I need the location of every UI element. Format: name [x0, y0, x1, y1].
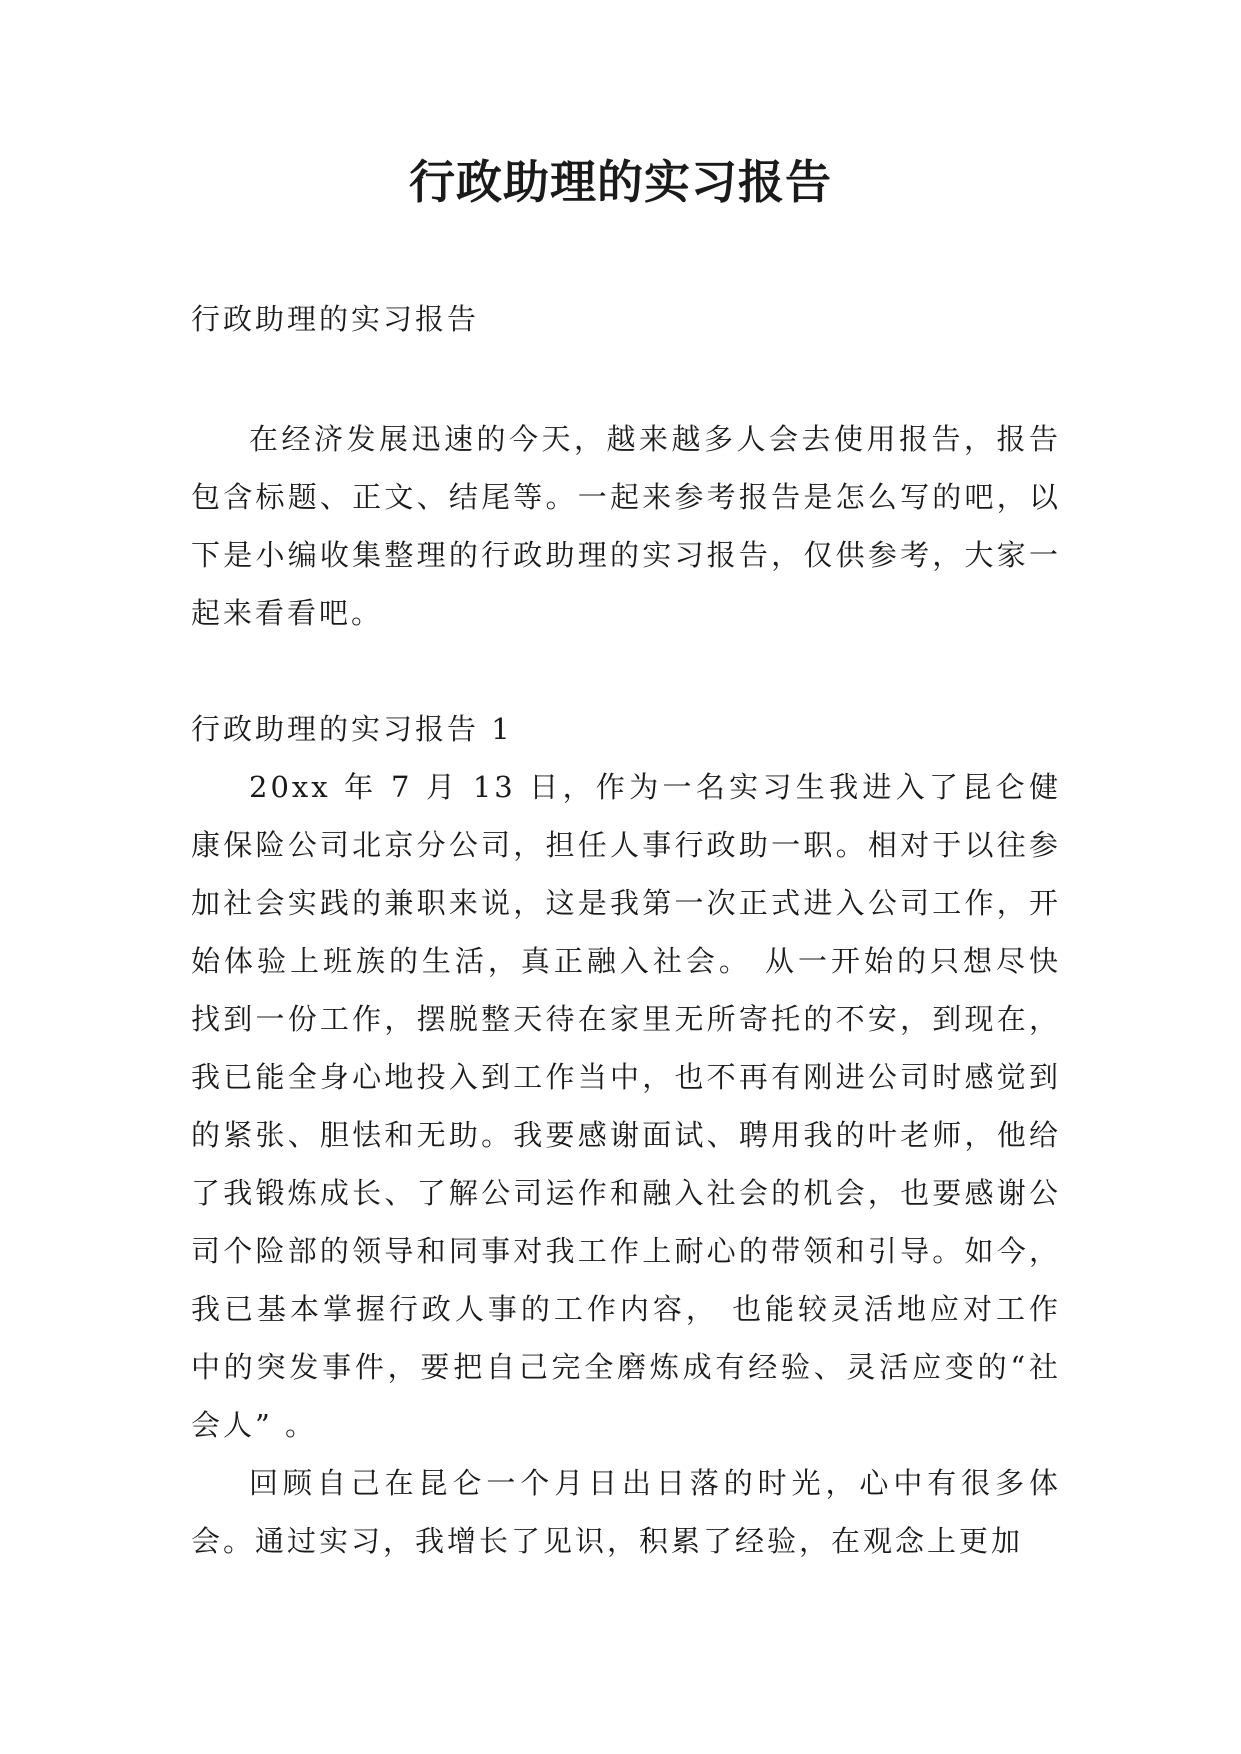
body-paragraph: 20xx 年 7 月 13 日，作为一名实习生我进入了昆仑健康保险公司北京分公司，担任人事行政助一职。相对于以往参加社会实践的兼职来说，这是我第一次正式进入公司工作，开始体验上班族的生活，真正融入社会。 从一开始的只想尽快找到一份工作，摆脱整天待在家里无所寄托的不安，到现在，我已能全身心地投入到工作当中，也不再有刚进公司时感觉到的紧张、胆怯和无助。我要感谢面试、聘用我的叶老师，他给了我锻炼成长、了解公司运作和融入社会的机会，也要感谢公司个险部的领导和同事对我工作上耐心的带领和引导。如今，我已基本掌握行政人事的工作内容， 也能较灵活地应对工作中的突发事件，要把自己完全磨炼成有经验、灵活应变的“社会人” 。	[191, 770, 1061, 1442]
section-heading: 行政助理的实习报告 1	[191, 712, 513, 746]
intro-paragraph: 在经济发展迅速的今天，越来越多人会去使用报告，报告包含标题、正文、结尾等。一起来参考报告是怎么写的吧，以下是小编收集整理的行政助理的实习报告，仅供参考，大家一起来看看吧。	[191, 422, 1061, 630]
spacer	[191, 348, 1061, 410]
document-body	[191, 290, 1061, 1570]
body-paragraph: 回顾自己在昆仑一个月日出日落的时光，心中有很多体会。通过实习，我增长了见识，积累了经验，在观念上更加	[191, 1466, 1061, 1558]
spacer	[191, 642, 1061, 700]
document-title: 行政助理的实习报告	[409, 155, 832, 209]
document-subtitle: 行政助理的实习报告	[191, 302, 480, 336]
